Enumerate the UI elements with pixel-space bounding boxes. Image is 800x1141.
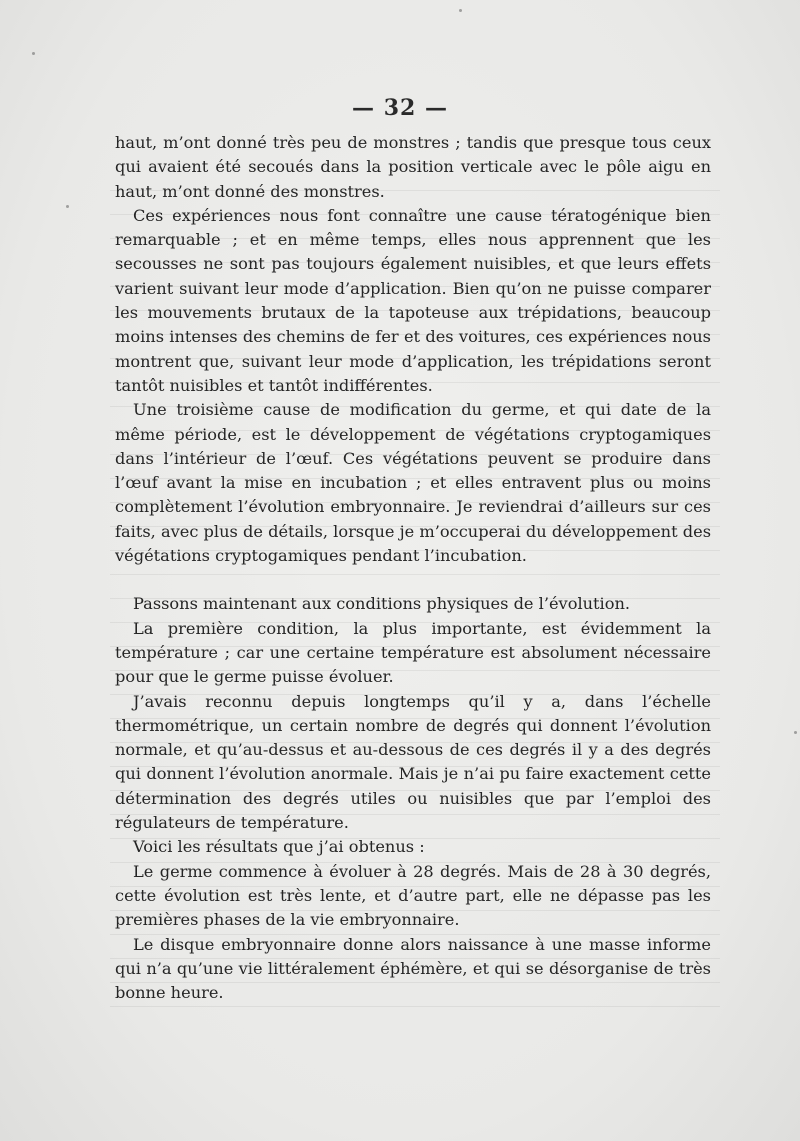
paragraph: Passons maintenant aux conditions physiques de l’évolution. (133, 594, 631, 614)
paper-speck (459, 9, 462, 12)
page-number: — 32 — (352, 95, 448, 121)
paragraph: Le germe commence à évoluer à 28 degrés. Mais de 28 à 30 degrés, cette évolution est très lente, et d’autre part, elle ne dépasse pas les premières phases de la vie embryonnaire. (115, 861, 711, 930)
body-text (115, 131, 711, 1005)
paper-speck (32, 52, 35, 55)
paragraph: La première condition, la plus importante, est évidemment la température ; car une certaine température est absolument nécessaire pour que le germe puisse évoluer. (115, 618, 711, 687)
paragraph: Ces expériences nous font connaître une cause tératogénique bien remarquable ; et en même temps, elles nous apprennent que les secousses ne sont pas toujours également nuisibles, et que leurs effets varient suivant leur mode d’application. Bien qu’on ne puisse comparer les mouvements brutaux de la tapoteuse aux trépidations, beaucoup moins intenses des chemins de fer et des voitures, ces expériences nous montrent que, suivant leur mode d’application, les trépidations seront tantôt nuisibles et tantôt indifférentes. (115, 205, 711, 395)
paragraph: haut, m’ont donné très peu de monstres ; tandis que presque tous ceux qui avaient été secoués dans la position verticale avec le pôle aigu en haut, m’ont donné des monstres. (115, 133, 711, 201)
paragraph: J’avais reconnu depuis longtemps qu’il y a, dans l’échelle thermométrique, un certain nombre de degrés qui donnent l’évolution normale, et qu’au-dessus et au-dessous de ces degrés il y a des degrés qui donnent l’évolution anormale. Mais je n’ai pu faire exactement cette détermination des degrés utiles ou nuisibles que par l’emploi des régulateurs de température. (115, 691, 711, 833)
paper-speck (66, 205, 69, 208)
paragraph: Le disque embryonnaire donne alors naissance à une masse informe qui n’a qu’une vie littéralement éphémère, et qui se désorganise de très bonne heure. (115, 934, 711, 1003)
paper-speck (794, 731, 797, 734)
paragraph: Une troisième cause de modification du germe, et qui date de la même période, est le développement de végétations cryptogamiques dans l’intérieur de l’œuf. Ces végétations peuvent se produire dans l’œuf avant la mise en incubation ; et elles entravent plus ou moins complètement l’évolution embryonnaire. Je reviendrai d’ailleurs sur ces faits, avec plus de détails, lorsque je m’occuperai du développement des végétations cryptogamiques pendant l’incubation. (115, 400, 711, 566)
paragraph: Voici les résultats que j’ai obtenus : (133, 837, 425, 857)
